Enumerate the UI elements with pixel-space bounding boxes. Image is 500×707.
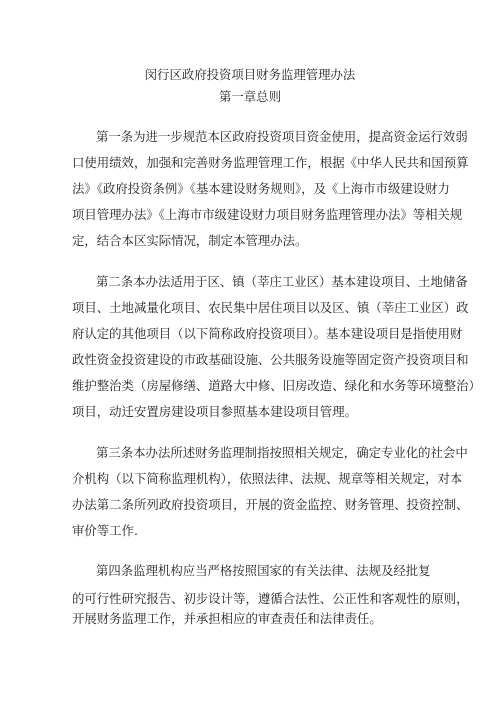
paragraph-line: 项目，动迁安置房建设项目参照基本建设项目管理。 bbox=[72, 404, 357, 419]
paragraph-line: 审价等工作. bbox=[72, 523, 138, 538]
paragraph-line: 项目、土地减量化项目、农民集中居住项目以及区、镇（莘庄工业区）政 bbox=[72, 300, 469, 315]
paragraph-line: 法》《政府投资条例》《基本建设财务规则》，及《上海市市级建设财力 bbox=[72, 181, 450, 196]
paragraph-line: 定，结合本区实际情况，制定本管理办法。 bbox=[72, 233, 308, 248]
document-title: 闵行区政府投资项目财务监理管理办法 bbox=[144, 67, 356, 82]
paragraph-line: 维护整治类（房屋修缮、道路大中修、旧房改造、绿化和水务等环境整治） bbox=[72, 378, 481, 393]
paragraph-line: 政性资金投资建设的市政基础设施、公共服务设施等固定资产投资项目和 bbox=[72, 352, 469, 367]
paragraph-line: 项目管理办法》《上海市市级建设财力项目财务监理管理办法》等相关规 bbox=[72, 207, 463, 222]
paragraph-line: 第一条为进一步规范本区政府投资项目资金使用，提高资金运行效弱 bbox=[96, 129, 468, 144]
paragraph-line: 第四条监理机构应当严格按照国家的有关法律、法规及经批复 bbox=[96, 563, 431, 578]
paragraph-line: 的可行性研究报告、初步设计等，遵循合法性、公正性和客观性的原则， bbox=[72, 591, 469, 606]
paragraph-line: 口使用绩效，加强和完善财务监理管理工作，根据《中华人民共和国预算 bbox=[72, 155, 469, 170]
paragraph-line: 第二条本办法适用于区、镇（莘庄工业区）基本建设项目、土地储备 bbox=[96, 274, 468, 289]
paragraph-line: 第三条本办法所述财务监理制指按照相关规定，确定专业化的社会中 bbox=[96, 445, 468, 460]
paragraph-line: 介机构（以下简称监理机构），依照法律、法规、规章等相关规定，对本 bbox=[72, 471, 463, 486]
paragraph-line: 开展财务监理工作，并承担相应的审查责任和法律责任。 bbox=[72, 611, 382, 626]
paragraph-line: 府认定的其他项目（以下简称政府投资项目）。基本建设项目是指使用财 bbox=[72, 326, 463, 341]
chapter-heading: 第一章总则 bbox=[219, 89, 281, 104]
paragraph-line: 办法第二条所列政府投资项目，开展的资金监控、财务管理、投资控制、 bbox=[72, 497, 469, 512]
